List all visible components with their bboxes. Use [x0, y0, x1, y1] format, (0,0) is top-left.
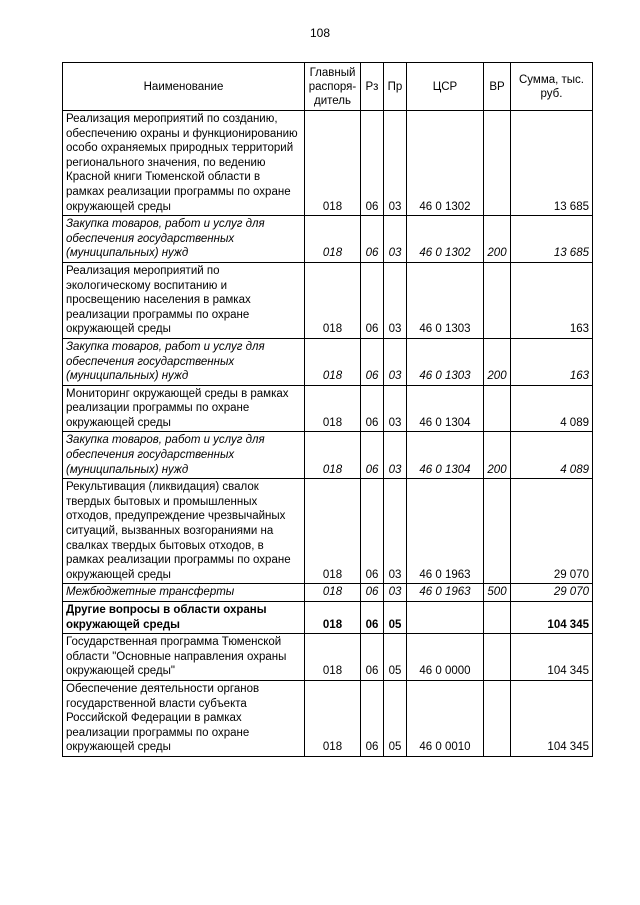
cell-vr: 200 — [484, 216, 511, 263]
cell-admin: 018 — [305, 262, 361, 338]
table-row — [63, 262, 593, 338]
cell-rz: 06 — [361, 479, 384, 584]
table-row — [63, 584, 593, 602]
cell-pr: 03 — [384, 216, 407, 263]
cell-csr: 46 0 0000 — [407, 634, 484, 681]
cell-pr: 03 — [384, 584, 407, 602]
cell-vr — [484, 680, 511, 756]
cell-rz: 06 — [361, 680, 384, 756]
cell-name: Межбюджетные трансферты — [63, 584, 305, 602]
cell-rz: 06 — [361, 338, 384, 385]
cell-csr: 46 0 1304 — [407, 385, 484, 432]
header-pr: Пр — [384, 63, 407, 111]
cell-vr — [484, 262, 511, 338]
table-row — [63, 634, 593, 681]
cell-csr: 46 0 1963 — [407, 584, 484, 602]
cell-name: Реализация мероприятий по экологическому воспитанию и просвещению населения в рамках реализации программы по охране окружающей среды — [63, 262, 305, 338]
cell-csr: 46 0 1303 — [407, 262, 484, 338]
cell-rz: 06 — [361, 385, 384, 432]
header-rz: Рз — [361, 63, 384, 111]
cell-sum: 163 — [511, 262, 593, 338]
cell-csr: 46 0 1302 — [407, 216, 484, 263]
cell-sum: 4 089 — [511, 432, 593, 479]
header-name: Наименование — [63, 63, 305, 111]
table-row — [63, 680, 593, 756]
cell-vr: 200 — [484, 432, 511, 479]
cell-csr — [407, 602, 484, 634]
cell-pr: 05 — [384, 602, 407, 634]
cell-sum: 4 089 — [511, 385, 593, 432]
cell-rz: 06 — [361, 602, 384, 634]
header-sum: Сумма, тыс. руб. — [511, 63, 593, 111]
cell-sum: 104 345 — [511, 602, 593, 634]
cell-name: Закупка товаров, работ и услуг для обеспечения государственных (муниципальных) нужд — [63, 216, 305, 263]
cell-admin: 018 — [305, 385, 361, 432]
cell-name: Обеспечение деятельности органов государственной власти субъекта Российской Федерации в рамках реализации программы по охране окружающей среды — [63, 680, 305, 756]
cell-admin: 018 — [305, 432, 361, 479]
table-row — [63, 385, 593, 432]
table-row — [63, 432, 593, 479]
cell-vr — [484, 385, 511, 432]
cell-pr: 03 — [384, 432, 407, 479]
cell-admin: 018 — [305, 602, 361, 634]
cell-name: Реализация мероприятий по созданию, обеспечению охраны и функционированию особо охраняемых природных территорий регионального значения, по ведению Красной книги Тюменской области в рамках реализации программы по охране окружающей среды — [63, 111, 305, 216]
cell-sum: 13 685 — [511, 111, 593, 216]
table-body — [63, 111, 593, 757]
cell-vr — [484, 634, 511, 681]
cell-vr — [484, 111, 511, 216]
cell-vr: 200 — [484, 338, 511, 385]
cell-admin: 018 — [305, 634, 361, 681]
cell-vr: 500 — [484, 584, 511, 602]
cell-admin: 018 — [305, 111, 361, 216]
cell-vr — [484, 479, 511, 584]
cell-pr: 03 — [384, 479, 407, 584]
header-row — [63, 63, 593, 111]
table-row — [63, 479, 593, 584]
header-admin: Главный распоря-дитель — [305, 63, 361, 111]
cell-rz: 06 — [361, 262, 384, 338]
cell-csr: 46 0 1304 — [407, 432, 484, 479]
cell-admin: 018 — [305, 338, 361, 385]
cell-pr: 05 — [384, 634, 407, 681]
cell-rz: 06 — [361, 216, 384, 263]
table-row — [63, 602, 593, 634]
cell-csr: 46 0 0010 — [407, 680, 484, 756]
cell-pr: 03 — [384, 111, 407, 216]
table-row — [63, 111, 593, 216]
cell-admin: 018 — [305, 479, 361, 584]
cell-rz: 06 — [361, 432, 384, 479]
cell-name: Мониторинг окружающей среды в рамках реализации программы по охране окружающей среды — [63, 385, 305, 432]
cell-csr: 46 0 1302 — [407, 111, 484, 216]
cell-sum: 29 070 — [511, 479, 593, 584]
cell-admin: 018 — [305, 680, 361, 756]
cell-vr — [484, 602, 511, 634]
cell-admin: 018 — [305, 584, 361, 602]
cell-rz: 06 — [361, 111, 384, 216]
cell-name: Закупка товаров, работ и услуг для обеспечения государственных (муниципальных) нужд — [63, 338, 305, 385]
cell-csr: 46 0 1303 — [407, 338, 484, 385]
cell-admin: 018 — [305, 216, 361, 263]
cell-rz: 06 — [361, 584, 384, 602]
cell-pr: 03 — [384, 385, 407, 432]
cell-pr: 03 — [384, 338, 407, 385]
cell-csr: 46 0 1963 — [407, 479, 484, 584]
cell-rz: 06 — [361, 634, 384, 681]
budget-table — [62, 62, 593, 757]
table-row — [63, 216, 593, 263]
cell-name: Рекультивация (ликвидация) свалок твердых бытовых и промышленных отходов, предупреждение чрезвычайных ситуаций, вызванных возгораниями на свалках твердых бытовых отходов, в рамках реализации программы по охране окружающей среды — [63, 479, 305, 584]
page-number: 108 — [309, 26, 331, 40]
cell-sum: 163 — [511, 338, 593, 385]
header-vr: ВР — [484, 63, 511, 111]
cell-sum: 29 070 — [511, 584, 593, 602]
cell-sum: 104 345 — [511, 680, 593, 756]
cell-name: Государственная программа Тюменской области "Основные направления охраны окружающей среды" — [63, 634, 305, 681]
cell-pr: 03 — [384, 262, 407, 338]
cell-pr: 05 — [384, 680, 407, 756]
header-csr: ЦСР — [407, 63, 484, 111]
cell-name: Закупка товаров, работ и услуг для обеспечения государственных (муниципальных) нужд — [63, 432, 305, 479]
table-row — [63, 338, 593, 385]
cell-sum: 104 345 — [511, 634, 593, 681]
cell-name: Другие вопросы в области охраны окружающей среды — [63, 602, 305, 634]
cell-sum: 13 685 — [511, 216, 593, 263]
